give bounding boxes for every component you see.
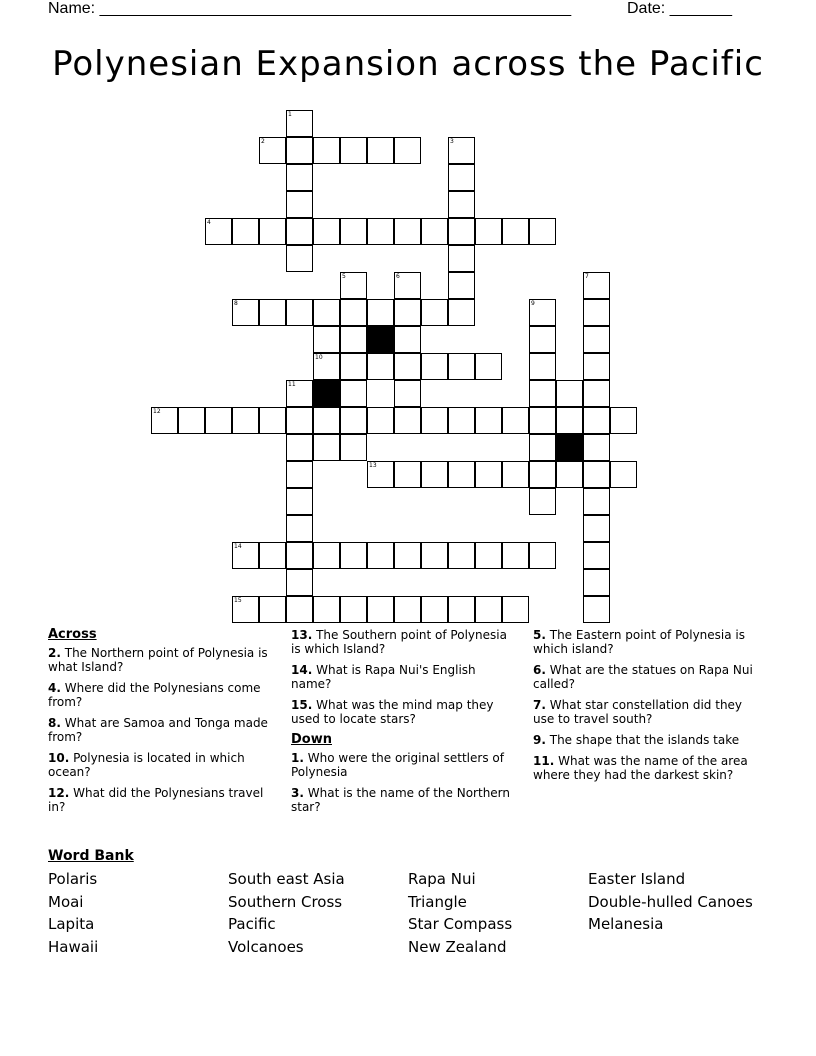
date-field-label: Date: _______ — [627, 0, 732, 17]
crossword-clue-number: 13 — [369, 462, 377, 469]
crossword-cell[interactable] — [313, 299, 340, 326]
crossword-cell[interactable] — [529, 407, 556, 434]
crossword-cell[interactable] — [421, 353, 448, 380]
crossword-cell[interactable] — [286, 515, 313, 542]
crossword-cell[interactable] — [583, 488, 610, 515]
crossword-cell[interactable] — [340, 434, 367, 461]
crossword-cell[interactable] — [448, 407, 475, 434]
crossword-cell[interactable] — [448, 218, 475, 245]
crossword-cell[interactable] — [448, 542, 475, 569]
crossword-cell[interactable] — [421, 542, 448, 569]
crossword-cell[interactable] — [394, 137, 421, 164]
crossword-clue-number: 9 — [531, 300, 535, 307]
crossword-clue-number: 7 — [585, 273, 589, 280]
crossword-cell[interactable] — [421, 461, 448, 488]
crossword-cell[interactable] — [286, 488, 313, 515]
crossword-cell[interactable] — [583, 596, 610, 623]
word-bank-item: South east Asia — [228, 870, 345, 888]
crossword-cell[interactable] — [529, 218, 556, 245]
crossword-block — [313, 380, 340, 407]
crossword-cell[interactable] — [583, 380, 610, 407]
crossword-cell[interactable] — [340, 326, 367, 353]
word-bank-item: Triangle — [408, 892, 467, 911]
crossword-block — [556, 434, 583, 461]
crossword-cell[interactable] — [583, 569, 610, 596]
crossword-cell[interactable] — [394, 218, 421, 245]
crossword-clue-number: 12 — [153, 408, 161, 415]
crossword-cell[interactable] — [394, 542, 421, 569]
word-bank-item: Double-hulled Canoes — [588, 892, 753, 911]
crossword-cell[interactable] — [367, 407, 394, 434]
word-bank-item: Easter Island — [588, 870, 686, 888]
crossword-clue-number: 1 — [288, 111, 292, 118]
crossword-cell[interactable] — [367, 596, 394, 623]
crossword-clue-number: 8 — [234, 300, 238, 307]
crossword-cell[interactable] — [340, 596, 367, 623]
crossword-cell[interactable] — [286, 596, 313, 623]
crossword-clue-number: 11 — [288, 381, 296, 388]
crossword-cell[interactable] — [610, 461, 637, 488]
crossword-cell[interactable] — [583, 542, 610, 569]
crossword-cell[interactable] — [448, 191, 475, 218]
crossword-cell[interactable] — [394, 380, 421, 407]
page-title: Polynesian Expansion across the Pacific — [52, 44, 764, 84]
crossword-cell[interactable] — [475, 218, 502, 245]
crossword-cell[interactable] — [529, 353, 556, 380]
crossword-cell[interactable] — [475, 542, 502, 569]
word-bank-item: Southern Cross — [228, 892, 343, 911]
crossword-cell[interactable] — [286, 569, 313, 596]
clue-across-14: 14. What is Rapa Nui's English name? — [291, 663, 476, 691]
crossword-cell[interactable] — [502, 596, 529, 623]
clue-across-10: 10. Polynesia is located in which ocean? — [48, 751, 245, 779]
down-heading: Down — [291, 732, 332, 747]
crossword-cell[interactable] — [286, 137, 313, 164]
crossword-cell[interactable] — [232, 407, 259, 434]
crossword-cell[interactable] — [394, 353, 421, 380]
crossword-cell[interactable] — [556, 407, 583, 434]
crossword-cell[interactable] — [394, 299, 421, 326]
crossword-cell[interactable] — [421, 407, 448, 434]
crossword-cell[interactable] — [502, 407, 529, 434]
crossword-cell[interactable] — [583, 326, 610, 353]
crossword-clue-number: 2 — [261, 138, 265, 145]
crossword-cell[interactable] — [583, 515, 610, 542]
crossword-cell[interactable] — [340, 542, 367, 569]
clue-across-12: 12. What did the Polynesians travel in? — [48, 786, 264, 814]
crossword-cell[interactable] — [286, 191, 313, 218]
crossword-clue-number: 15 — [234, 597, 242, 604]
crossword-cell[interactable] — [502, 218, 529, 245]
crossword-cell[interactable] — [421, 299, 448, 326]
crossword-cell[interactable] — [529, 461, 556, 488]
crossword-cell[interactable] — [448, 272, 475, 299]
down-clues-column — [533, 628, 758, 789]
crossword-cell[interactable] — [529, 542, 556, 569]
crossword-cell[interactable] — [583, 461, 610, 488]
crossword-cell[interactable] — [340, 353, 367, 380]
crossword-cell[interactable] — [340, 380, 367, 407]
crossword-cell[interactable] — [286, 542, 313, 569]
crossword-cell[interactable] — [394, 596, 421, 623]
crossword-cell[interactable] — [340, 137, 367, 164]
crossword-cell[interactable] — [502, 461, 529, 488]
crossword-cell[interactable] — [529, 380, 556, 407]
word-bank-item: Lapita — [48, 915, 95, 933]
crossword-clue-number: 14 — [234, 543, 242, 550]
crossword-cell[interactable] — [286, 218, 313, 245]
crossword-cell[interactable] — [475, 353, 502, 380]
crossword-cell[interactable] — [313, 596, 340, 623]
crossword-cell[interactable] — [610, 407, 637, 434]
crossword-cell[interactable] — [448, 353, 475, 380]
crossword-cell[interactable] — [448, 245, 475, 272]
crossword-clue-number: 5 — [342, 273, 346, 280]
across-clues-column — [48, 628, 270, 821]
word-bank-item: Rapa Nui — [408, 870, 476, 888]
clue-across-4: 4. Where did the Polynesians come from? — [48, 681, 261, 709]
crossword-cell[interactable] — [367, 299, 394, 326]
crossword-cell[interactable] — [232, 218, 259, 245]
name-field-label: Name: _____________________________________________________ — [48, 0, 572, 17]
crossword-cell[interactable] — [259, 407, 286, 434]
crossword-clue-number: 6 — [396, 273, 400, 280]
across-heading: Across — [48, 627, 97, 642]
word-bank-column-3 — [408, 868, 512, 958]
crossword-cell[interactable] — [340, 407, 367, 434]
word-bank-column-2 — [228, 868, 345, 958]
crossword-cell[interactable] — [205, 407, 232, 434]
crossword-cell[interactable] — [475, 461, 502, 488]
crossword-cell[interactable] — [286, 407, 313, 434]
word-bank-item: Pacific — [228, 915, 276, 933]
crossword-cell[interactable] — [583, 299, 610, 326]
crossword-cell[interactable] — [286, 164, 313, 191]
crossword-cell[interactable] — [583, 434, 610, 461]
crossword-clue-number: 4 — [207, 219, 211, 226]
clue-across-8: 8. What are Samoa and Tonga made from? — [48, 716, 268, 744]
crossword-cell[interactable] — [286, 299, 313, 326]
crossword-cell[interactable] — [340, 218, 367, 245]
word-bank-item: Hawaii — [48, 937, 99, 956]
crossword-clue-number: 10 — [315, 354, 323, 361]
word-bank-column-4 — [588, 868, 753, 936]
crossword-cell[interactable] — [313, 407, 340, 434]
crossword-cell[interactable] — [259, 542, 286, 569]
clue-down-9: 9. The shape that the islands take — [533, 733, 740, 747]
clue-down-11: 11. What was the name of the area where they had the darkest skin? — [533, 754, 748, 782]
middle-clues-column — [291, 628, 513, 821]
crossword-cell[interactable] — [583, 407, 610, 434]
crossword-cell[interactable] — [313, 137, 340, 164]
crossword-cell[interactable] — [178, 407, 205, 434]
crossword-cell[interactable] — [313, 218, 340, 245]
crossword-cell[interactable] — [286, 461, 313, 488]
crossword-cell[interactable] — [448, 461, 475, 488]
crossword-cell[interactable] — [475, 596, 502, 623]
crossword-cell[interactable] — [583, 353, 610, 380]
word-bank-heading: Word Bank — [48, 848, 134, 864]
clue-across-2: 2. The Northern point of Polynesia is what Island? — [48, 646, 268, 674]
clue-down-6: 6. What are the statues on Rapa Nui called? — [533, 663, 753, 691]
crossword-cell[interactable] — [367, 353, 394, 380]
crossword-cell[interactable] — [367, 542, 394, 569]
crossword-cell[interactable] — [394, 407, 421, 434]
word-bank-item: Polaris — [48, 870, 98, 888]
crossword-cell[interactable] — [556, 380, 583, 407]
crossword-cell[interactable] — [502, 542, 529, 569]
crossword-cell[interactable] — [313, 434, 340, 461]
crossword-cell[interactable] — [259, 218, 286, 245]
crossword-cell[interactable] — [340, 299, 367, 326]
crossword-cell[interactable] — [448, 164, 475, 191]
clue-down-1: 1. Who were the original settlers of Polynesia — [291, 751, 504, 779]
crossword-cell[interactable] — [448, 596, 475, 623]
word-bank-item: New Zealand — [408, 937, 507, 956]
clue-across-13: 13. The Southern point of Polynesia is which Island? — [291, 628, 507, 656]
word-bank-item: Moai — [48, 892, 84, 911]
clue-down-3: 3. What is the name of the Northern star? — [291, 786, 511, 814]
crossword-clue-number: 3 — [450, 138, 454, 145]
clue-across-15: 15. What was the mind map they used to locate stars? — [291, 698, 494, 726]
crossword-cell[interactable] — [394, 461, 421, 488]
crossword-cell[interactable] — [529, 488, 556, 515]
crossword-cell[interactable] — [421, 218, 448, 245]
crossword-cell[interactable] — [313, 326, 340, 353]
crossword-block — [367, 326, 394, 353]
word-bank-item: Melanesia — [588, 915, 664, 933]
word-bank-column-1 — [48, 868, 98, 958]
crossword-cell[interactable] — [286, 245, 313, 272]
crossword-cell[interactable] — [529, 434, 556, 461]
crossword-cell[interactable] — [448, 299, 475, 326]
clue-down-5: 5. The Eastern point of Polynesia is which island? — [533, 628, 746, 656]
crossword-cell[interactable] — [421, 596, 448, 623]
crossword-cell[interactable] — [367, 137, 394, 164]
crossword-cell[interactable] — [529, 326, 556, 353]
crossword-cell[interactable] — [259, 596, 286, 623]
word-bank-item: Volcanoes — [228, 937, 304, 956]
clue-down-7: 7. What star constellation did they use to travel south? — [533, 698, 743, 726]
crossword-cell[interactable] — [286, 434, 313, 461]
crossword-cell[interactable] — [394, 326, 421, 353]
crossword-cell[interactable] — [556, 461, 583, 488]
crossword-cell[interactable] — [313, 542, 340, 569]
crossword-cell[interactable] — [259, 299, 286, 326]
word-bank-item: Star Compass — [408, 915, 513, 933]
crossword-cell[interactable] — [367, 218, 394, 245]
crossword-cell[interactable] — [475, 407, 502, 434]
